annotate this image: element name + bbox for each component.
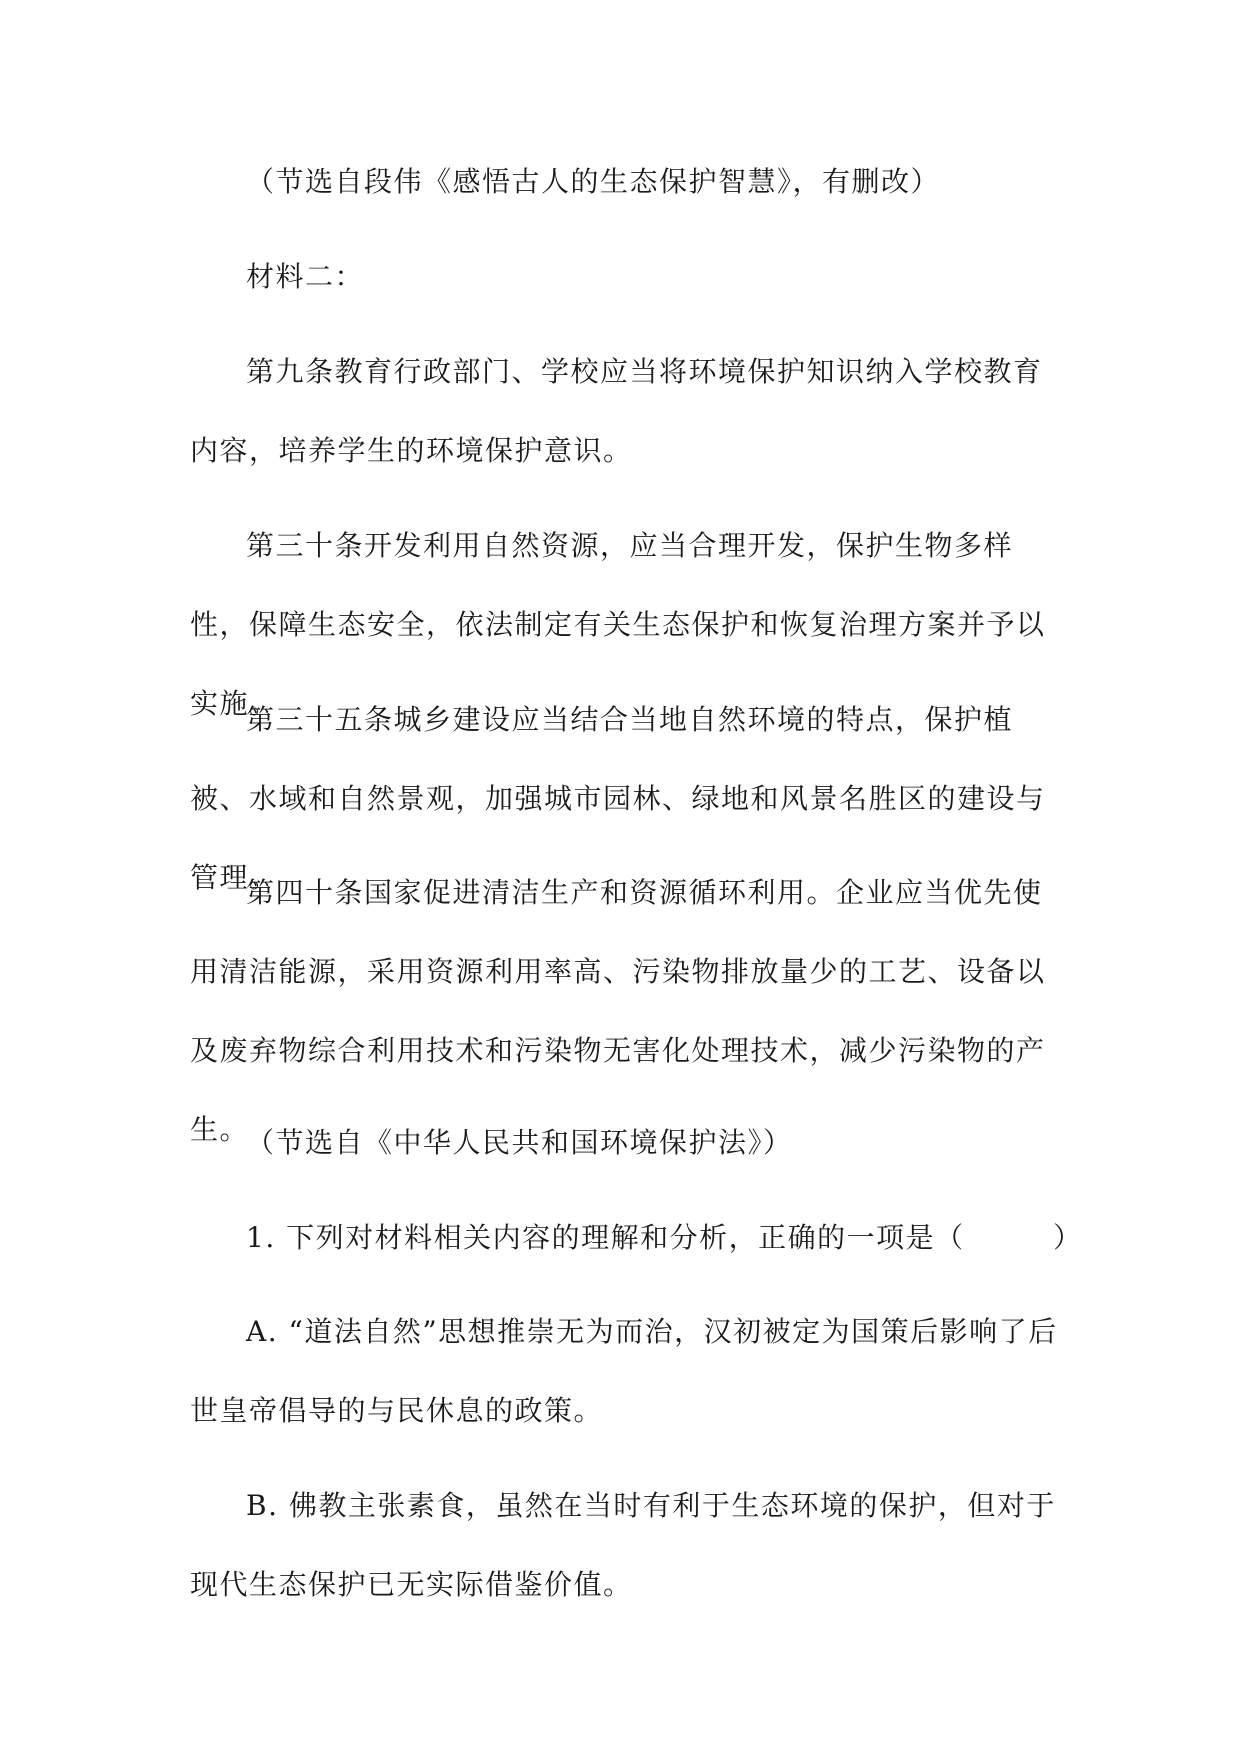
material-two-heading: 材料二：: [246, 260, 365, 293]
option-b: B. 佛教主张素食，虽然在当时有利于生态环境的保护，但对于现代生态保护已无实际借鉴价值。: [190, 1489, 1056, 1601]
source-citation-2: （节选自《中华人民共和国环境保护法》）: [246, 1126, 793, 1159]
article-30-paragraph: 第三十条开发利用自然资源，应当合理开发，保护生物多样性，保障生态安全，依法制定有关生态保护和恢复治理方案并予以实施。: [190, 529, 1046, 720]
article-9-paragraph: 第九条教育行政部门、学校应当将环境保护知识纳入学校教育内容，培养学生的环境保护意识。: [190, 355, 1043, 467]
question-1: 1. 下列对材料相关内容的理解和分析，正确的一项是（ ）: [246, 1221, 1083, 1254]
option-a: A. “道法自然”思想推崇无为而治，汉初被定为国策后影响了后世皇帝倡导的与民休息的政策。: [190, 1315, 1058, 1427]
article-40-paragraph: 第四十条国家促进清洁生产和资源循环利用。企业应当优先使用清洁能源，采用资源利用率高、污染物排放量少的工艺、设备以及废弃物综合利用技术和污染物无害化处理技术，减少污染物的产生。: [190, 876, 1046, 1146]
article-35-paragraph: 第三十五条城乡建设应当结合当地自然环境的特点，保护植被、水域和自然景观，加强城市园林、绿地和风景名胜区的建设与管理。: [190, 703, 1046, 894]
source-citation-1: （节选自段伟《感悟古人的生态保护智慧》，有删改）: [246, 165, 941, 198]
